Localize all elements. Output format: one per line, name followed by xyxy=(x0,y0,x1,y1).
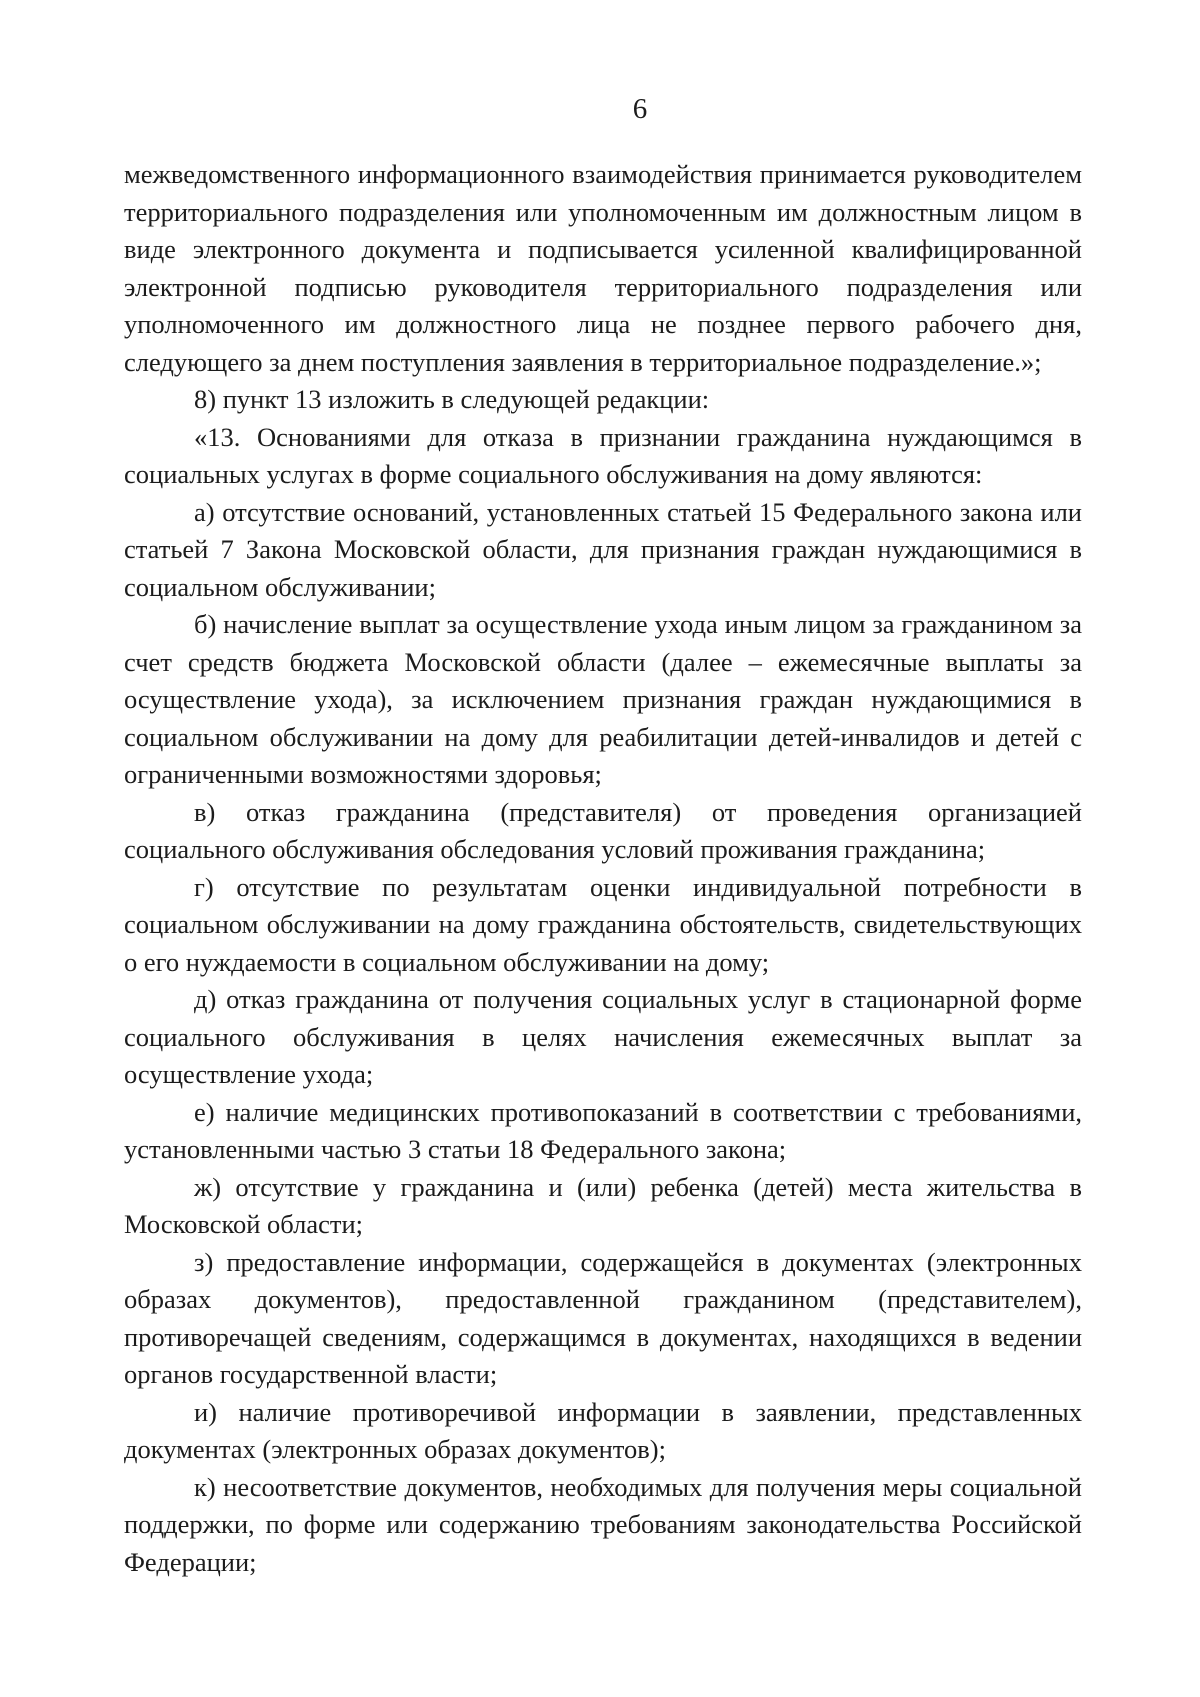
paragraph-subitem-z: з) предоставление информации, содержащейся в документах (электронных образах документов), предоставленной гражданином (представителем), противоречащей сведениям, содержащимся в документах, находящихся в ведении органов государственной власти; xyxy=(124,1246,1082,1389)
paragraph-subitem-v: в) отказ гражданина (представителя) от проведения организацией социального обслуживания обследования условий проживания гражданина; xyxy=(124,796,1082,864)
paragraph-continuation: межведомственного информационного взаимодействия принимается руководителем территориального подразделения или уполномоченным им должностным лицом в виде электронного документа и подписывается усиленной квалифицированной электронной подписью руководителя территориального подразделения или уполномоченного им должностного лица не позднее первого рабочего дня, следующего за днем поступления заявления в территориальное подразделение.»; xyxy=(124,159,1082,377)
paragraph-subitem-a: а) отсутствие оснований, установленных статьей 15 Федерального закона или статьей 7 Закона Московской области, для признания граждан нуждающимися в социальном обслуживании; xyxy=(124,496,1082,602)
paragraph-subitem-i: и) наличие противоречивой информации в заявлении, представленных документах (электронных образах документов); xyxy=(124,1396,1082,1464)
paragraph-subitem-d: д) отказ гражданина от получения социальных услуг в стационарной форме социального обслуживания в целях начисления ежемесячных выплат за осуществление ухода; xyxy=(124,984,1082,1089)
paragraph-subitem-b: б) начисление выплат за осуществление ухода иным лицом за гражданином за счет средств бюджета Московской области (далее – ежемесячные выплаты за осуществление ухода), за исключением признания граждан нуждающимися в социальном обслуживании на дому для реабилитации детей-инвалидов и детей с ограниченными возможностями здоровья; xyxy=(124,609,1082,789)
paragraph-subitem-k: к) несоответствие документов, необходимых для получения меры социальной поддержки, по форме или содержанию требованиям законодательства Российской Федерации; xyxy=(124,1471,1082,1577)
paragraph-item-8: 8) пункт 13 изложить в следующей редакции: xyxy=(194,384,710,414)
paragraph-subitem-e: е) наличие медицинских противопоказаний в соответствии с требованиями, установленными частью 3 статьи 18 Федерального закона; xyxy=(124,1096,1082,1164)
paragraph-subitem-g: г) отсутствие по результатам оценки индивидуальной потребности в социальном обслуживании на дому гражданина обстоятельств, свидетельствующих о его нуждаемости в социальном обслуживании на дому; xyxy=(124,871,1082,977)
paragraph-clause-13: «13. Основаниями для отказа в признании гражданина нуждающимся в социальных услугах в форме социального обслуживания на дому являются: xyxy=(124,421,1082,489)
paragraph-subitem-zh: ж) отсутствие у гражданина и (или) ребенка (детей) места жительства в Московской области; xyxy=(124,1171,1082,1239)
document-body xyxy=(124,156,1082,1581)
page-number: 6 xyxy=(632,93,648,125)
